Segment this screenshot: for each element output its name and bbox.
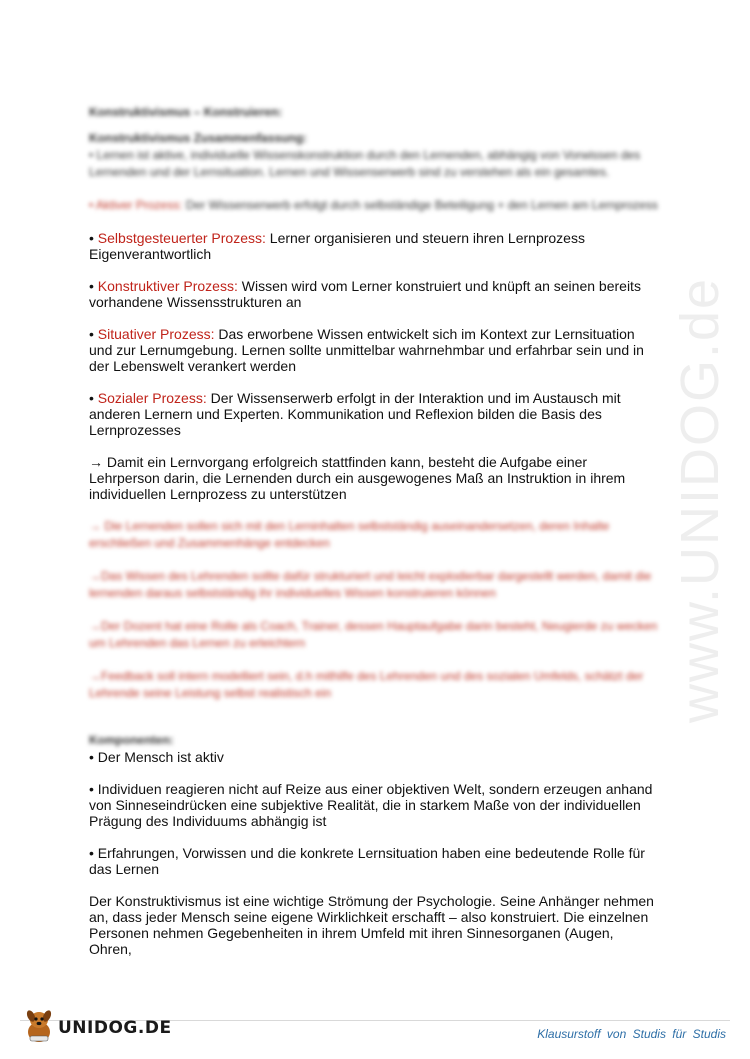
item-label: Sozialer Prozess: <box>97 390 207 406</box>
blurred-arrow-1: → Die Lernenden sollen sich mit den Lerninhalten selbstständig auseinandersetzen, deren Inhalte erschließen und Zusammenhänge entdecken <box>89 519 610 550</box>
components-heading: Komponenten: <box>89 733 174 747</box>
blurred-arrow-4: →Feedback soll intern modelliert sein, d.h mithilfe des Lehrenden und des sozialen Umfelds, schätzt der Lehrende seine Leistung selbst realistisch ein <box>89 669 644 700</box>
component-item-3: • Erfahrungen, Vorwissen und die konkrete Lernsituation haben eine bedeutende Rolle für das Lernen <box>89 845 645 877</box>
summary-text: • Lernen ist aktive, individuelle Wissenskonstruktion durch den Lernenden, abhängig von Vorwissen des Lernenden und der Lernsituation. Lernen und Wissenserwerb sind zu verstehen als ein gesamtes. <box>89 148 641 179</box>
page-footer <box>0 997 750 1059</box>
page-content <box>89 104 659 957</box>
dog-mascot-icon <box>22 1006 56 1044</box>
list-item-konstruktiv: • Konstruktiver Prozess: Wissen wird vom Lerner konstruiert und knüpft an seinen bereits vorhandene Wissensstrukturen an <box>89 278 641 310</box>
blurred-middle <box>89 518 659 749</box>
blurred-intro <box>89 104 659 214</box>
item-label: Situativer Prozess: <box>97 326 215 342</box>
list-item-sozial: • Sozialer Prozess: Der Wissenserwerb erfolgt in der Interaktion und im Austausch mit anderen Lernern und Experten. Kommunikation und Reflexion bilden die Basis des Lernprozesses <box>89 390 621 438</box>
footer-tagline: Klausurstoff von Studis für Studis <box>537 1027 726 1041</box>
component-item-1: • Der Mensch ist aktiv <box>89 749 224 765</box>
component-item-2: • Individuen reagieren nicht auf Reize aus einer objektiven Welt, sondern erzeugen anhand von Sinneseindrücken eine subjektive Realität, die in starkem Maße von der individuellen Prägung des Individuums abhängig ist <box>89 781 653 829</box>
aktiv-label: Aktiver Prozess: <box>95 198 183 212</box>
closing-paragraph: Der Konstruktivismus ist eine wichtige Strömung der Psychologie. Seine Anhänger nehmen an, dass jeder Mensch seine eigene Wirklichkeit erschafft – also konstruiert. Die einzelnen Personen nehmen Gegebenheiten in ihrem Umfeld mit ihren Sinnesorganen (Augen, Ohren, <box>89 893 654 957</box>
logo-text: UNIDOG.DE <box>58 1018 172 1038</box>
blurred-arrow-2: →Das Wissen des Lehrenden sollte dafür strukturiert und leicht explodierbar dargestellt werden, damit die lernenden daraus selbstständig ihr individuelles Wissen konstruieren können <box>89 569 652 600</box>
list-item-selbstgesteuert: • Selbstgesteuerter Prozess: Lerner organisieren und steuern ihren Lernprozess Eigenverantwortlich <box>89 230 585 262</box>
blurred-arrow-3: →Der Dozent hat eine Rolle als Coach, Trainer, dessen Hauptaufgabe darin besteht, Neugierde zu wecken um Lehrenden das Lernen zu erleichtern <box>89 619 658 650</box>
arrow-paragraph: → Damit ein Lernvorgang erfolgreich stattfinden kann, besteht die Aufgabe einer Lehrperson darin, die Lernenden durch ein ausgewogenes Maß an Instruktion in ihrem individuellen Lernprozess zu unterstützen <box>89 454 626 502</box>
item-label: Konstruktiver Prozess: <box>97 278 238 294</box>
page-title: Konstruktivismus – Konstruieren: <box>89 105 283 119</box>
unidog-logo <box>22 1006 172 1044</box>
watermark: www.UNIDOG.de <box>670 276 730 724</box>
aktiv-item: • Aktiver Prozess: Der Wissenserwerb erfolgt durch selbständige Beteiligung + den Lernen am Lernprozess <box>89 198 658 212</box>
item-label: Selbstgesteuerter Prozess: <box>97 230 266 246</box>
summary-heading: Konstruktivismus Zusammenfassung: <box>89 131 308 145</box>
list-item-situativ: • Situativer Prozess: Das erworbene Wissen entwickelt sich im Kontext zur Lernsituation und zur Lernumgebung. Lernen sollte unmittelbar wahrnehmbar und erfahrbar sein und in der Lebenswelt verankert werden <box>89 326 644 374</box>
